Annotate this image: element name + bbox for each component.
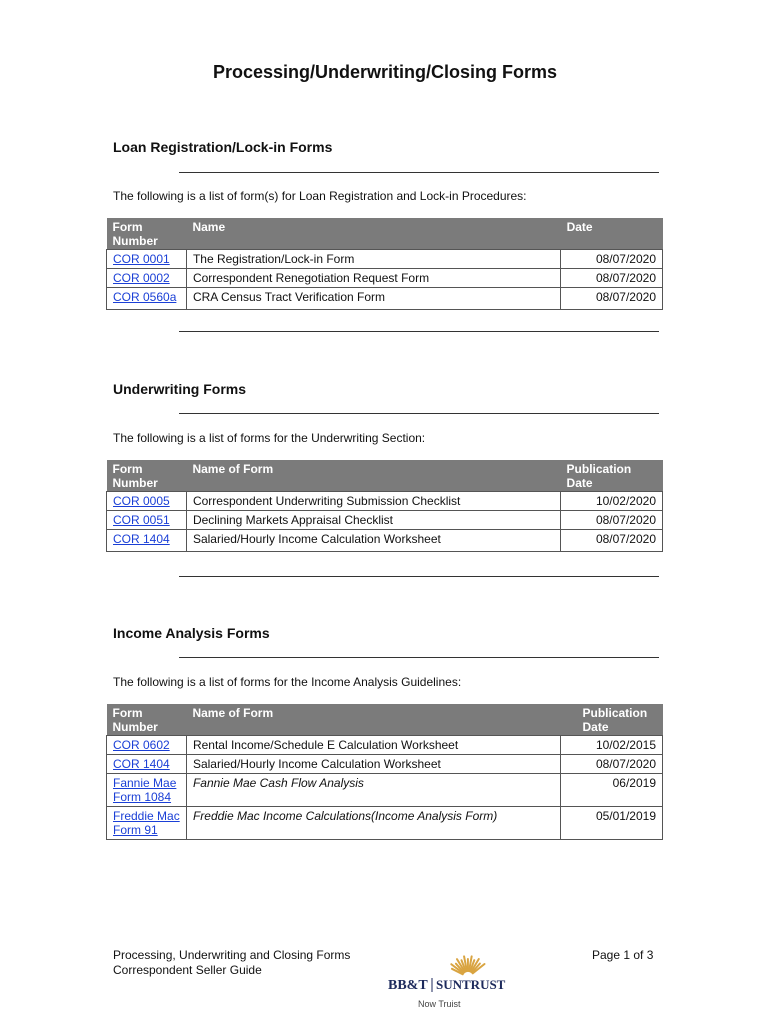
section-heading: Underwriting Forms [113,381,247,397]
form-date: 05/01/2019 [561,807,663,840]
column-header: Publication Date [561,460,663,492]
section-heading: Income Analysis Forms [113,625,270,641]
form-date: 08/07/2020 [561,250,663,269]
form-date: 06/2019 [561,774,663,807]
form-link-cell[interactable] [107,755,187,774]
form-link-cell[interactable] [107,807,187,840]
page-title: Processing/Underwriting/Closing Forms [212,62,558,82]
table-row [107,288,663,310]
table-row [107,269,663,288]
table-header-row [107,460,663,492]
table-row [107,774,663,807]
form-link[interactable]: COR 0005 [113,494,170,508]
form-date: 10/02/2015 [561,736,663,755]
form-date: 08/07/2020 [561,755,663,774]
form-date: 08/07/2020 [561,269,663,288]
form-link-cell[interactable] [107,269,187,288]
table-row [107,807,663,840]
form-link[interactable]: Freddie Mac Form 91 [113,809,180,837]
section-intro: The following is a list of forms for the Income Analysis Guidelines: [113,675,462,689]
form-date: 10/02/2020 [561,492,663,511]
form-name: The Registration/Lock-in Form [186,250,560,269]
sun-rays-icon [386,951,506,1011]
form-link[interactable]: COR 0602 [113,738,170,752]
bbt-suntrust-logo [386,951,506,1011]
form-name: Correspondent Renegotiation Request Form [186,269,560,288]
form-link[interactable]: COR 1404 [113,757,170,771]
form-link[interactable]: COR 0002 [113,271,170,285]
form-name: Fannie Mae Cash Flow Analysis [186,774,560,807]
column-header: Name of Form [186,704,560,736]
table-row [107,530,663,552]
form-link-cell[interactable] [107,492,187,511]
column-header: Form Number [107,218,187,250]
form-name: Declining Markets Appraisal Checklist [186,511,560,530]
column-header: Publication Date [561,704,663,736]
section-intro: The following is a list of form(s) for Loan Registration and Lock-in Procedures: [113,189,527,203]
form-link-cell[interactable] [107,774,187,807]
column-header: Form Number [107,704,187,736]
table-header-row [107,218,663,250]
form-link[interactable]: COR 0560a [113,290,177,304]
column-header: Form Number [107,460,187,492]
forms-table [106,704,663,840]
table-header-row [107,704,663,736]
form-date: 08/07/2020 [561,530,663,552]
svg-text:SUNTRUST: SUNTRUST [436,977,506,992]
column-header: Name of Form [186,460,560,492]
section-underwriting [113,381,665,397]
table-row [107,492,663,511]
svg-text:Now Truist: Now Truist [418,999,461,1009]
form-date: 08/07/2020 [561,288,663,310]
section-heading: Loan Registration/Lock-in Forms [113,139,333,155]
table-row [107,250,663,269]
section-loan-registration [113,139,665,155]
form-link[interactable]: COR 0001 [113,252,170,266]
divider [179,413,659,414]
form-link[interactable]: Fannie Mae Form 1084 [113,776,177,804]
section-intro: The following is a list of forms for the Underwriting Section: [113,431,426,445]
form-link-cell[interactable] [107,530,187,552]
page-number: Page 1 of 3 [592,948,654,962]
form-name: CRA Census Tract Verification Form [186,288,560,310]
page-footer [113,948,350,978]
table-row [107,755,663,774]
divider [179,576,659,577]
form-name: Rental Income/Schedule E Calculation Worksheet [186,736,560,755]
column-header: Name [186,218,560,250]
divider [179,657,659,658]
divider [179,172,659,173]
form-name: Correspondent Underwriting Submission Checklist [186,492,560,511]
footer-subtitle: Correspondent Seller Guide [113,963,262,977]
form-link-cell[interactable] [107,288,187,310]
divider [179,331,659,332]
table-row [107,511,663,530]
form-name: Salaried/Hourly Income Calculation Worksheet [186,755,560,774]
form-link-cell[interactable] [107,736,187,755]
forms-table [106,460,663,552]
form-link-cell[interactable] [107,511,187,530]
form-link[interactable]: COR 1404 [113,532,170,546]
form-link[interactable]: COR 0051 [113,513,170,527]
footer-title: Processing, Underwriting and Closing Forms [113,948,351,962]
forms-table [106,218,663,310]
svg-text:BB&T: BB&T [388,978,428,993]
column-header: Date [561,218,663,250]
form-name: Salaried/Hourly Income Calculation Worksheet [186,530,560,552]
table-row [107,736,663,755]
section-income-analysis [113,625,665,641]
form-name: Freddie Mac Income Calculations(Income Analysis Form) [186,807,560,840]
form-link-cell[interactable] [107,250,187,269]
form-date: 08/07/2020 [561,511,663,530]
